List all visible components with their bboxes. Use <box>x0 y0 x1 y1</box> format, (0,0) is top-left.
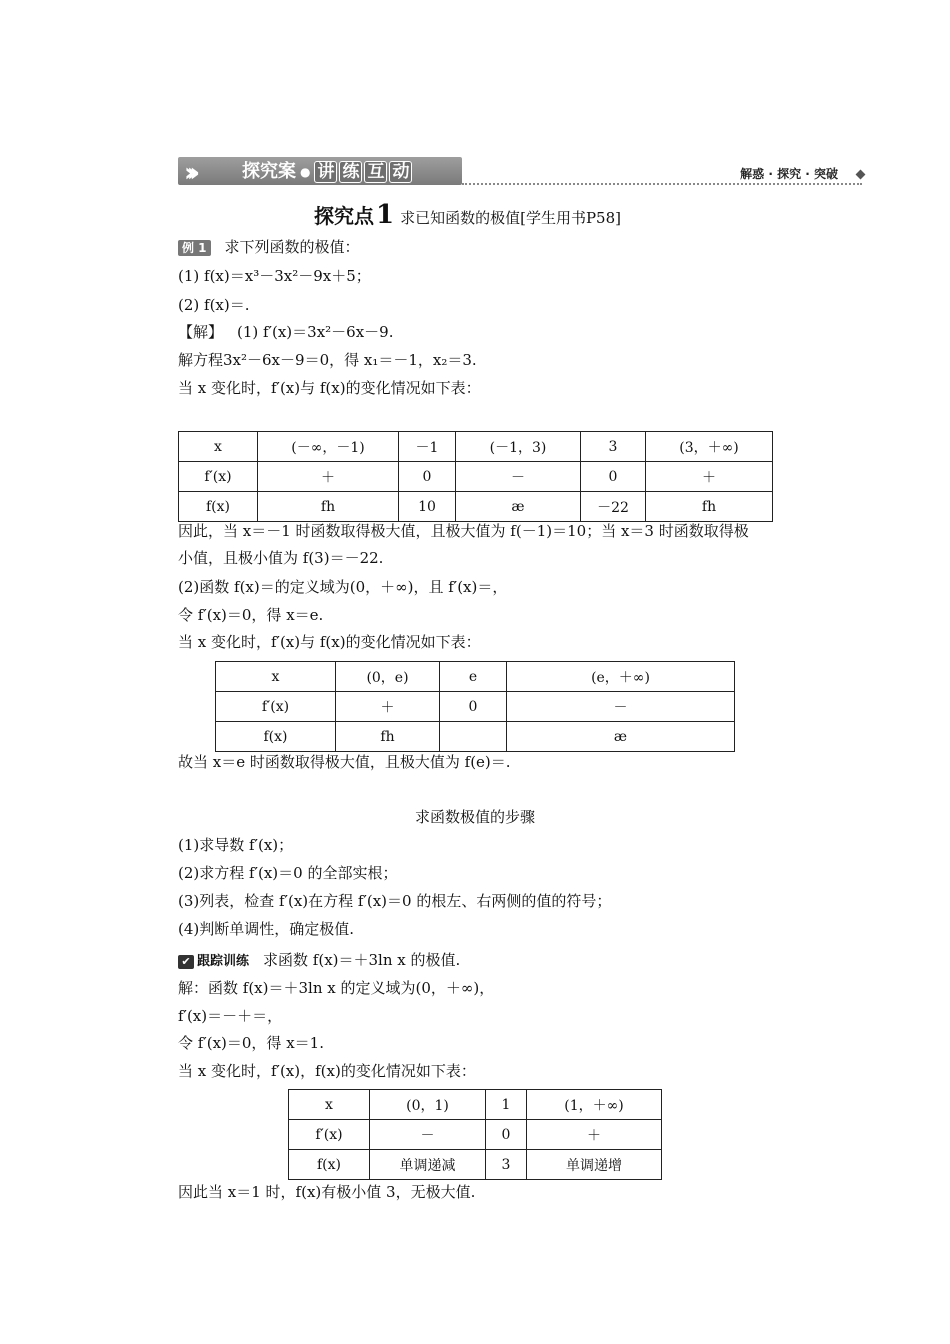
table-cell: fh <box>646 492 773 522</box>
practice-tag-label: 跟踪训练 <box>197 954 250 969</box>
table-cell: (－1，3) <box>456 432 581 462</box>
table-row <box>289 1090 662 1120</box>
example-prompt-line <box>178 236 360 258</box>
table-cell: f(x) <box>216 722 336 752</box>
method-step: (2)求方程 f′(x)＝0 的全部实根； <box>178 864 398 882</box>
solution-line-2: 解方程3x²－6x－9＝0，得 x₁＝－1，x₂＝3. <box>178 351 477 369</box>
banner-divider <box>462 183 862 185</box>
table-cell: 0 <box>581 462 646 492</box>
table-cell: (3，＋∞) <box>646 432 773 462</box>
section-badge: 探究点 <box>314 204 374 228</box>
variation-table-1 <box>178 431 773 522</box>
banner-title-char: 练 <box>339 161 362 183</box>
table-cell: (e，＋∞) <box>507 662 735 692</box>
conclusion-2: 故当 x＝e 时函数取得极大值，且极大值为 f(e)＝. <box>178 753 511 771</box>
table-cell: (0，e) <box>336 662 440 692</box>
table-cell: fh <box>258 492 399 522</box>
example-tag: 例 1 <box>178 240 211 256</box>
solution-tag: 【解】 <box>178 323 224 341</box>
table-cell <box>440 722 507 752</box>
table-cell: 单调递减 <box>370 1150 486 1180</box>
table-row <box>179 432 773 462</box>
table-cell: ＋ <box>336 692 440 722</box>
table-cell: x <box>179 432 258 462</box>
table-cell: 1 <box>486 1090 527 1120</box>
practice-line: 当 x 变化时，f′(x)，f(x)的变化情况如下表： <box>178 1062 476 1080</box>
check-icon: ✔ <box>178 955 194 969</box>
table-cell: － <box>507 692 735 722</box>
solution-line-5: 令 f′(x)＝0，得 x＝e. <box>178 606 324 624</box>
table-row <box>179 462 773 492</box>
method-step: (4)判断单调性，确定极值. <box>178 920 355 938</box>
table-cell: f′(x) <box>216 692 336 722</box>
table-cell: ＋ <box>646 462 773 492</box>
solution-line-1 <box>178 321 393 343</box>
table-cell: æ <box>456 492 581 522</box>
method-step: (3)列表，检查 f′(x)在方程 f′(x)＝0 的根左、右两侧的值的符号； <box>178 892 612 910</box>
dot-icon: ● <box>300 165 311 179</box>
variation-table-3 <box>288 1089 662 1180</box>
table-cell: 0 <box>486 1120 527 1150</box>
table-row <box>289 1120 662 1150</box>
table-row <box>289 1150 662 1180</box>
practice-prompt: 求函数 f(x)＝＋3ln x 的极值. <box>263 951 461 969</box>
table-cell: (0，1) <box>370 1090 486 1120</box>
diamond-icon <box>856 170 866 180</box>
method-title: 求函数极值的步骤 <box>414 808 535 826</box>
table-cell: 10 <box>399 492 456 522</box>
table-cell: fh <box>336 722 440 752</box>
practice-line: f′(x)＝－＋＝， <box>178 1007 283 1025</box>
example-prompt: 求下列函数的极值： <box>224 238 360 256</box>
table-cell: (1，＋∞) <box>527 1090 662 1120</box>
chevron-right-icon: ››› <box>184 158 193 188</box>
banner-right-text: 解惑 · 探究 · 突破 <box>740 167 838 181</box>
table-cell: æ <box>507 722 735 752</box>
table-cell: x <box>216 662 336 692</box>
section-number: 1 <box>376 200 395 230</box>
table-cell: 3 <box>581 432 646 462</box>
table-cell: e <box>440 662 507 692</box>
section-banner <box>178 153 868 187</box>
banner-title-char: 互 <box>364 161 387 183</box>
practice-line: 解：函数 f(x)＝＋3ln x 的定义域为(0，＋∞)， <box>178 979 495 997</box>
table-cell: ＋ <box>527 1120 662 1150</box>
table-cell: 0 <box>440 692 507 722</box>
table-row <box>216 722 735 752</box>
solution-line-3: 当 x 变化时，f′(x)与 f(x)的变化情况如下表： <box>178 379 481 397</box>
table-cell: (－∞，－1) <box>258 432 399 462</box>
question-1: (1) f(x)＝x³－3x²－9x＋5； <box>178 267 371 285</box>
solution-line-4: (2)函数 f(x)＝的定义域为(0，＋∞)，且 f′(x)＝， <box>178 578 508 596</box>
question-2: (2) f(x)＝. <box>178 296 250 314</box>
section-heading <box>314 200 621 230</box>
table-cell: 单调递增 <box>527 1150 662 1180</box>
table-cell: －22 <box>581 492 646 522</box>
banner-title-char: 讲 <box>314 161 337 183</box>
practice-prompt-line <box>178 949 460 973</box>
table-cell: － <box>370 1120 486 1150</box>
banner-title <box>242 160 414 184</box>
banner-title-char: 动 <box>389 161 412 183</box>
table-cell: f(x) <box>289 1150 370 1180</box>
table-row <box>216 662 735 692</box>
conclusion-1b: 小值，且极小值为 f(3)＝－22. <box>178 549 384 567</box>
conclusion-1a: 因此，当 x＝－1 时函数取得极大值，且极大值为 f(－1)＝10；当 x＝3 时函数取得极 <box>178 522 749 540</box>
practice-tag <box>178 951 249 973</box>
table-cell: －1 <box>399 432 456 462</box>
variation-table-2 <box>215 661 735 752</box>
section-title: 求已知函数的极值[学生用书P58] <box>400 209 621 227</box>
table-cell: f(x) <box>179 492 258 522</box>
table-cell: 3 <box>486 1150 527 1180</box>
solution-line-6: 当 x 变化时，f′(x)与 f(x)的变化情况如下表： <box>178 633 481 651</box>
practice-conclusion: 因此当 x＝1 时，f(x)有极小值 3，无极大值. <box>178 1183 476 1201</box>
table-cell: f′(x) <box>179 462 258 492</box>
table-cell: f′(x) <box>289 1120 370 1150</box>
method-step: (1)求导数 f′(x)； <box>178 836 294 854</box>
banner-bar <box>178 157 462 188</box>
table-row <box>216 692 735 722</box>
table-cell: 0 <box>399 462 456 492</box>
table-row <box>179 492 773 522</box>
table-cell: ＋ <box>258 462 399 492</box>
table-cell: － <box>456 462 581 492</box>
solution-step-1: (1) f′(x)＝3x²－6x－9. <box>237 323 394 341</box>
banner-title-part1: 探究案 <box>242 161 296 182</box>
table-cell: x <box>289 1090 370 1120</box>
practice-line: 令 f′(x)＝0，得 x＝1. <box>178 1034 324 1052</box>
